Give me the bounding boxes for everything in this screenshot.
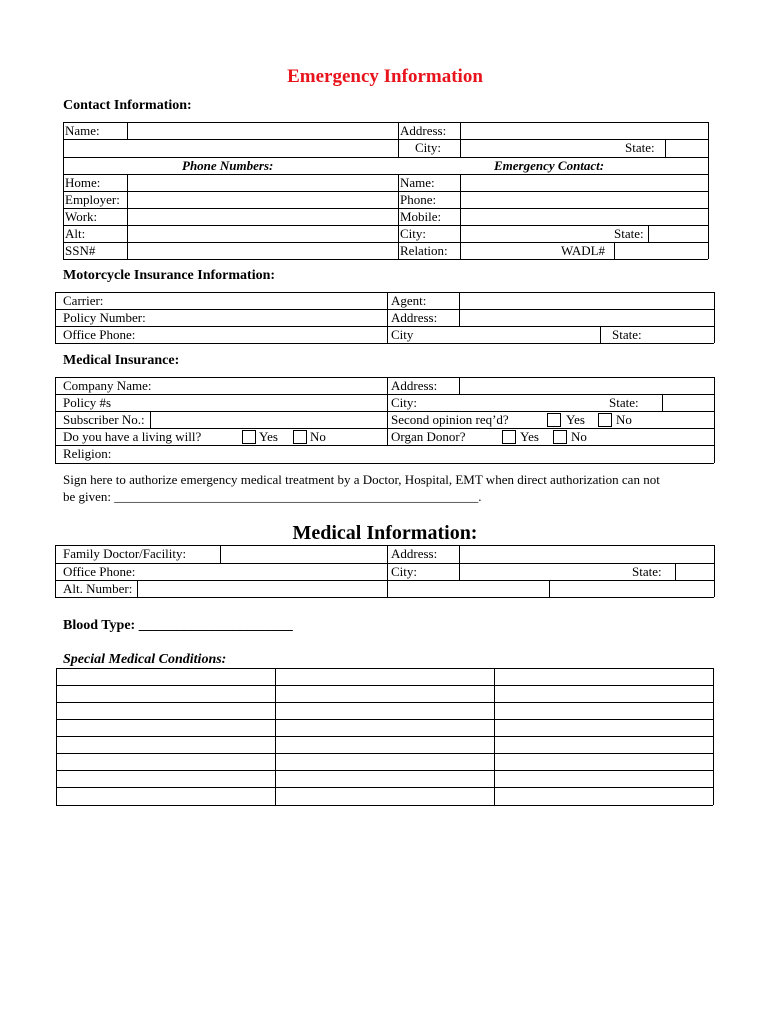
policy-s-label: Policy #s (63, 395, 112, 410)
subscriber-label: Subscriber No.: (63, 412, 145, 427)
authorization-text: Sign here to authorize emergency medical treatment by a Doctor, Hospital, EMT when direct authorization can not (63, 472, 660, 487)
ec-name-label: Name: (400, 175, 435, 190)
authorization-signature-line[interactable]: be given: ________________________________________________________. (63, 489, 482, 504)
address-field[interactable] (461, 123, 707, 138)
ssn-field[interactable] (128, 243, 397, 258)
agent-field[interactable] (460, 293, 713, 308)
ec-name-field[interactable] (461, 175, 707, 190)
living-will-no-label: No (310, 429, 326, 444)
ec-phone-label: Phone: (400, 192, 437, 207)
address-label: Address: (400, 123, 447, 138)
phone-numbers-heading: Phone Numbers: (182, 158, 274, 173)
mc-state-field[interactable] (650, 327, 713, 342)
medical-state-label: State: (632, 564, 662, 579)
second-opinion-yes-label: Yes (566, 412, 585, 427)
organ-donor-no-checkbox[interactable] (553, 430, 567, 444)
mc-address-label: Address: (391, 310, 438, 325)
wadl-field[interactable] (615, 243, 707, 258)
form-title: Emergency Information (287, 66, 483, 87)
state-field[interactable] (666, 140, 707, 156)
mi-city-field[interactable] (425, 395, 605, 410)
name-label: Name: (65, 123, 100, 138)
motorcycle-heading: Motorcycle Insurance Information: (63, 268, 276, 283)
blood-type-field[interactable]: Blood Type: ______________________ (63, 618, 293, 633)
contact-heading: Contact Information: (63, 98, 192, 113)
alt-number-label: Alt. Number: (63, 581, 133, 596)
policy-number-label: Policy Number: (63, 310, 146, 325)
living-will-label: Do you have a living will? (63, 429, 202, 444)
office-phone-field[interactable] (150, 327, 386, 342)
company-name-label: Company Name: (63, 378, 152, 393)
ec-city-label: City: (400, 226, 427, 241)
alt-label: Alt: (65, 226, 86, 241)
second-opinion-no-checkbox[interactable] (598, 413, 612, 427)
organ-donor-yes-label: Yes (520, 429, 539, 444)
agent-label: Agent: (391, 293, 427, 308)
mi-address-label: Address: (391, 378, 438, 393)
organ-donor-no-label: No (571, 429, 587, 444)
employer-label: Employer: (65, 192, 120, 207)
policy-number-field[interactable] (160, 310, 386, 325)
living-will-yes-label: Yes (259, 429, 278, 444)
emergency-contact-heading: Emergency Contact: (494, 158, 605, 173)
ec-relation-field[interactable] (461, 243, 559, 258)
second-opinion-no-label: No (616, 412, 632, 427)
ec-mobile-field[interactable] (461, 209, 707, 224)
ec-state-label: State: (614, 226, 644, 241)
carrier-field[interactable] (150, 293, 386, 308)
employer-phone-field[interactable] (128, 192, 397, 207)
religion-label: Religion: (63, 446, 112, 461)
organ-donor-yes-checkbox[interactable] (502, 430, 516, 444)
living-will-no-checkbox[interactable] (293, 430, 307, 444)
work-label: Work: (65, 209, 98, 224)
ec-relation-label: Relation: (400, 243, 448, 258)
mc-address-field[interactable] (460, 310, 713, 325)
family-doctor-label: Family Doctor/Facility: (63, 546, 187, 561)
mi-state-field[interactable] (663, 395, 713, 410)
state-label: State: (625, 140, 655, 155)
medical-city-field[interactable] (460, 564, 625, 579)
mc-state-label: State: (612, 327, 642, 342)
living-will-yes-checkbox[interactable] (242, 430, 256, 444)
city-label: City: (415, 140, 442, 155)
office-phone-label: Office Phone: (63, 327, 136, 342)
mc-city-label: City (391, 327, 414, 342)
religion-field[interactable] (120, 446, 713, 462)
family-doctor-field[interactable] (221, 546, 386, 562)
policy-s-field[interactable] (120, 395, 386, 410)
ec-phone-field[interactable] (461, 192, 707, 207)
mi-city-label: City: (391, 395, 418, 410)
ec-state-field[interactable] (649, 226, 707, 241)
medical-office-phone-label: Office Phone: (63, 564, 136, 579)
wadl-label: WADL# (561, 243, 606, 258)
second-opinion-yes-checkbox[interactable] (547, 413, 561, 427)
alt-phone-field[interactable] (128, 226, 397, 241)
mc-city-field[interactable] (420, 327, 599, 342)
medical-address-field[interactable] (460, 546, 713, 562)
subscriber-field[interactable] (151, 412, 386, 427)
name-field[interactable] (128, 123, 397, 138)
mi-state-label: State: (609, 395, 639, 410)
ec-mobile-label: Mobile: (400, 209, 442, 224)
ec-city-field[interactable] (461, 226, 611, 241)
medical-information-heading: Medical Information: (292, 522, 478, 544)
home-label: Home: (65, 175, 101, 190)
second-opinion-label: Second opinion req’d? (391, 412, 509, 427)
medical-state-field[interactable] (676, 564, 713, 579)
mi-address-field[interactable] (460, 378, 713, 393)
special-conditions-heading: Special Medical Conditions: (63, 652, 227, 667)
medical-city-label: City: (391, 564, 418, 579)
organ-donor-label: Organ Donor? (391, 429, 466, 444)
medical-insurance-heading: Medical Insurance: (63, 353, 180, 368)
ssn-label: SSN# (65, 243, 96, 258)
carrier-label: Carrier: (63, 293, 104, 308)
work-phone-field[interactable] (128, 209, 397, 224)
medical-address-label: Address: (391, 546, 438, 561)
medical-office-phone-field[interactable] (150, 564, 386, 579)
company-name-field[interactable] (160, 378, 386, 393)
alt-number-field[interactable] (138, 581, 386, 596)
home-phone-field[interactable] (128, 175, 397, 190)
